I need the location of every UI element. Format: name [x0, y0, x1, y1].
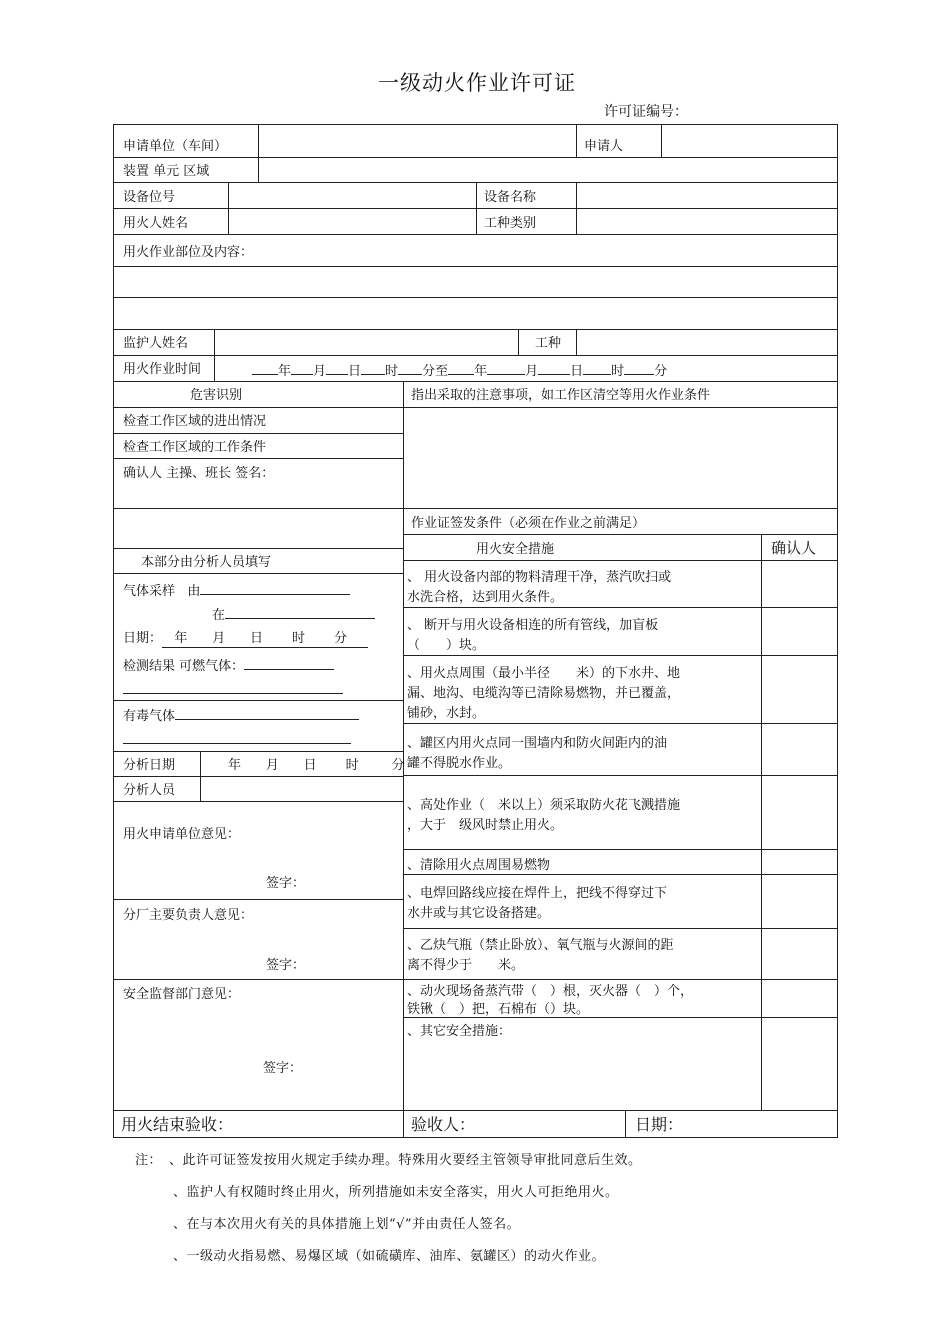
analyst-label: 分析人员 [123, 783, 176, 798]
analyst-fill-label: 本部分由分析人员填写 [141, 555, 272, 570]
hour-unit: 时 [345, 758, 359, 773]
guardian-job-label: 工种 [535, 336, 562, 351]
equipment-name-label: 设备名称 [484, 190, 537, 205]
year-unit: 年 [474, 364, 488, 379]
gas-at-field [212, 606, 375, 624]
blank-line [252, 362, 278, 375]
blank-line [291, 362, 313, 375]
note-1: 注： 、此许可证签发按用火规定手续办理。特殊用火要经主管领导审批同意后生效。 [135, 1153, 642, 1168]
gas-by-label: 由 [187, 584, 201, 599]
blank-line [487, 362, 525, 375]
work-time-fields [252, 362, 667, 380]
note-2: 、监护人有权随时终止用火，所列措施如未安全落实，用火人可拒绝用火。 [173, 1185, 619, 1200]
col-line [258, 124, 259, 183]
row-line [403, 607, 838, 608]
row-line [113, 548, 404, 549]
row-line [113, 573, 404, 574]
hazard-id-header: 危害识别 [190, 388, 243, 403]
date-label: 日期： [123, 631, 163, 646]
measure-8-line-1: 、乙炔气瓶（禁止卧放）、氧气瓶与火源间的距 [407, 938, 674, 953]
hour-unit: 时 [292, 631, 306, 646]
minute-unit: 分 [333, 631, 347, 646]
location-content-label: 用火作业部位及内容： [123, 245, 254, 260]
blank-line [538, 362, 570, 375]
check-conditions-label: 检查工作区域的工作条件 [123, 440, 267, 455]
toxic-gas-label: 有毒气体 [123, 709, 176, 724]
measure-3-line-2: 漏、地沟、电缆沟等已清除易燃物，并已覆盖， [407, 686, 681, 701]
row-line [113, 157, 838, 158]
blank-line [583, 362, 611, 375]
row-line [403, 928, 838, 929]
row-line [113, 801, 404, 802]
measure-8-line-2: 离不得少于 米。 [407, 958, 525, 973]
measure-1-line-1: 、 用火设备内部的物料清理干净，蒸汽吹扫或 [407, 570, 672, 585]
row-line [113, 329, 838, 330]
note-3: 、在与本次用火有关的具体措施上划“√”并由责任人签名。 [173, 1217, 521, 1232]
row-line [403, 723, 838, 724]
row-line [113, 407, 838, 408]
row-line [403, 979, 838, 980]
precautions-header: 指出采取的注意事项，如工作区清空等用火作业条件 [411, 388, 711, 403]
col-line [576, 329, 577, 356]
month-unit: 月 [212, 631, 226, 646]
row-line [403, 560, 838, 561]
row-line [113, 700, 404, 701]
year-unit: 年 [278, 364, 292, 379]
row-line [113, 433, 404, 434]
permit-number-label: 许可证编号： [604, 104, 688, 120]
blank-line [448, 362, 474, 375]
row-line [403, 534, 838, 535]
row-line [113, 508, 838, 509]
measure-9-line-2: 铁锹（ ）把，石棉布（）块。 [407, 1002, 590, 1017]
col-line [214, 329, 215, 382]
day-unit: 日 [303, 758, 317, 773]
end-acceptance-label: 用火结束验收： [121, 1115, 234, 1134]
measure-3-line-3: 铺砂，水封。 [407, 706, 486, 721]
test-result-label: 检测结果 可燃气体： [123, 659, 245, 674]
apply-unit-label: 申请单位（车间） [123, 139, 228, 154]
safety-dept-opinion-label: 安全监督部门意见： [123, 987, 241, 1002]
row-line [113, 297, 838, 298]
confirm-sign-label: 确认人 主操、班长 签名： [123, 466, 275, 481]
row-line [113, 979, 404, 980]
measure-1-line-2: 水洗合格，达到用火条件。 [407, 590, 564, 605]
col-line [476, 182, 477, 235]
unit-sign-label: 签字： [266, 876, 306, 891]
blank-line [123, 743, 351, 744]
row-line [403, 874, 838, 875]
applicant-label: 申请人 [584, 139, 624, 154]
analysis-date-fields [228, 758, 405, 774]
row-line [113, 899, 404, 900]
measure-7-line-1: 、电焊回路线应接在焊件上，把线不得穿过下 [407, 886, 668, 901]
blank-line [123, 693, 343, 694]
measure-7-line-2: 水井或与其它设备搭建。 [407, 906, 551, 921]
hour-unit: 时 [385, 364, 399, 379]
month-unit: 月 [313, 364, 327, 379]
measure-6-line-1: 、清除用火点周围易燃物 [407, 858, 551, 873]
work-time-label: 用火作业时间 [123, 362, 202, 377]
table-border-bottom [113, 1137, 838, 1138]
worker-name-label: 用火人姓名 [123, 216, 189, 231]
safety-measures-header: 用火安全措施 [476, 542, 555, 557]
month-unit: 月 [265, 758, 279, 773]
issue-conditions-header: 作业证签发条件（必须在作业之前满足） [411, 516, 646, 531]
measure-2-line-2: （ ）块。 [407, 638, 486, 653]
analysis-date-label: 分析日期 [123, 758, 176, 773]
col-line [518, 329, 519, 356]
minute-unit: 分 [391, 758, 405, 773]
blank-line [200, 582, 350, 595]
col-line [661, 124, 662, 158]
row-line [113, 355, 838, 356]
row-line [403, 849, 838, 850]
guardian-name-label: 监护人姓名 [123, 336, 189, 351]
row-line [403, 655, 838, 656]
confirm-col-line [761, 534, 762, 1111]
row-line [113, 776, 404, 777]
table-border-left [113, 124, 114, 1138]
measure-4-line-1: 、罐区内用火点同一围墙内和防火间距内的油 [407, 736, 668, 751]
gas-at-label: 在 [212, 608, 226, 623]
table-border-right [837, 124, 838, 1138]
year-unit: 年 [174, 631, 188, 646]
minute-to-unit: 分至 [422, 364, 449, 379]
branch-sign-label: 签字： [266, 958, 306, 973]
confirmer-header: 确认人 [771, 539, 817, 557]
row-line [113, 458, 404, 459]
measure-5-line-1: 、高处作业（ 米以上）须采取防火花飞溅措施 [407, 798, 681, 813]
row-line [113, 1110, 838, 1111]
row-line [403, 775, 838, 776]
table-border-top [113, 124, 838, 125]
measure-9-line-1: 、动火现场备蒸汽带（ ）根，灭火器（ ）个， [407, 984, 694, 999]
minute-unit: 分 [654, 364, 668, 379]
blank-line [398, 362, 422, 375]
toxic-gas-field [123, 707, 359, 725]
col-line [576, 124, 577, 158]
blank-line [361, 362, 385, 375]
blank-line [175, 707, 359, 720]
blank-line [326, 362, 348, 375]
note-4: 、一级动火指易燃、易爆区域（如硫磺库、油库、氨罐区）的动火作业。 [173, 1249, 606, 1264]
month-unit: 月 [525, 364, 539, 379]
hour-unit: 时 [611, 364, 625, 379]
day-unit: 日 [348, 364, 362, 379]
row-line [113, 751, 404, 752]
unit-opinion-label: 用火申请单位意见： [123, 827, 241, 842]
col-line [576, 182, 577, 235]
blank-line [624, 362, 654, 375]
measure-3-line-1: 、用火点周围（最小半径 米）的下水井、地 [407, 666, 681, 681]
equipment-no-label: 设备位号 [123, 190, 176, 205]
year-unit: 年 [228, 758, 242, 773]
row-line [113, 381, 838, 382]
form-title: 一级动火作业许可证 [378, 71, 576, 95]
blank-line [244, 657, 334, 670]
gas-sample-label: 气体采样 [123, 584, 176, 599]
accepter-label: 验收人： [411, 1115, 476, 1134]
measure-10-line-1: 、其它安全措施： [407, 1024, 512, 1039]
measure-2-line-1: 、 断开与用火设备相连的所有管线，加盲板 [407, 618, 659, 633]
sample-date-field [123, 631, 368, 648]
col-line [228, 182, 229, 235]
branch-opinion-label: 分厂主要负责人意见： [123, 908, 254, 923]
blank-line [225, 606, 375, 619]
acceptance-date-label: 日期： [635, 1115, 684, 1134]
gas-sample-field [123, 582, 350, 600]
day-unit: 日 [570, 364, 584, 379]
measure-5-line-2: ，大于 级风时禁止用火。 [407, 818, 564, 833]
check-access-label: 检查工作区域的进出情况 [123, 414, 267, 429]
device-unit-area-label: 装置 单元 区域 [123, 164, 210, 179]
test-result-field [123, 657, 334, 675]
safety-dept-sign-label: 签字： [263, 1061, 303, 1076]
job-type-label: 工种类别 [484, 216, 537, 231]
row-line [113, 266, 838, 267]
day-unit: 日 [250, 631, 264, 646]
col-line [625, 1110, 626, 1138]
measure-4-line-2: 罐不得脱水作业。 [407, 756, 512, 771]
